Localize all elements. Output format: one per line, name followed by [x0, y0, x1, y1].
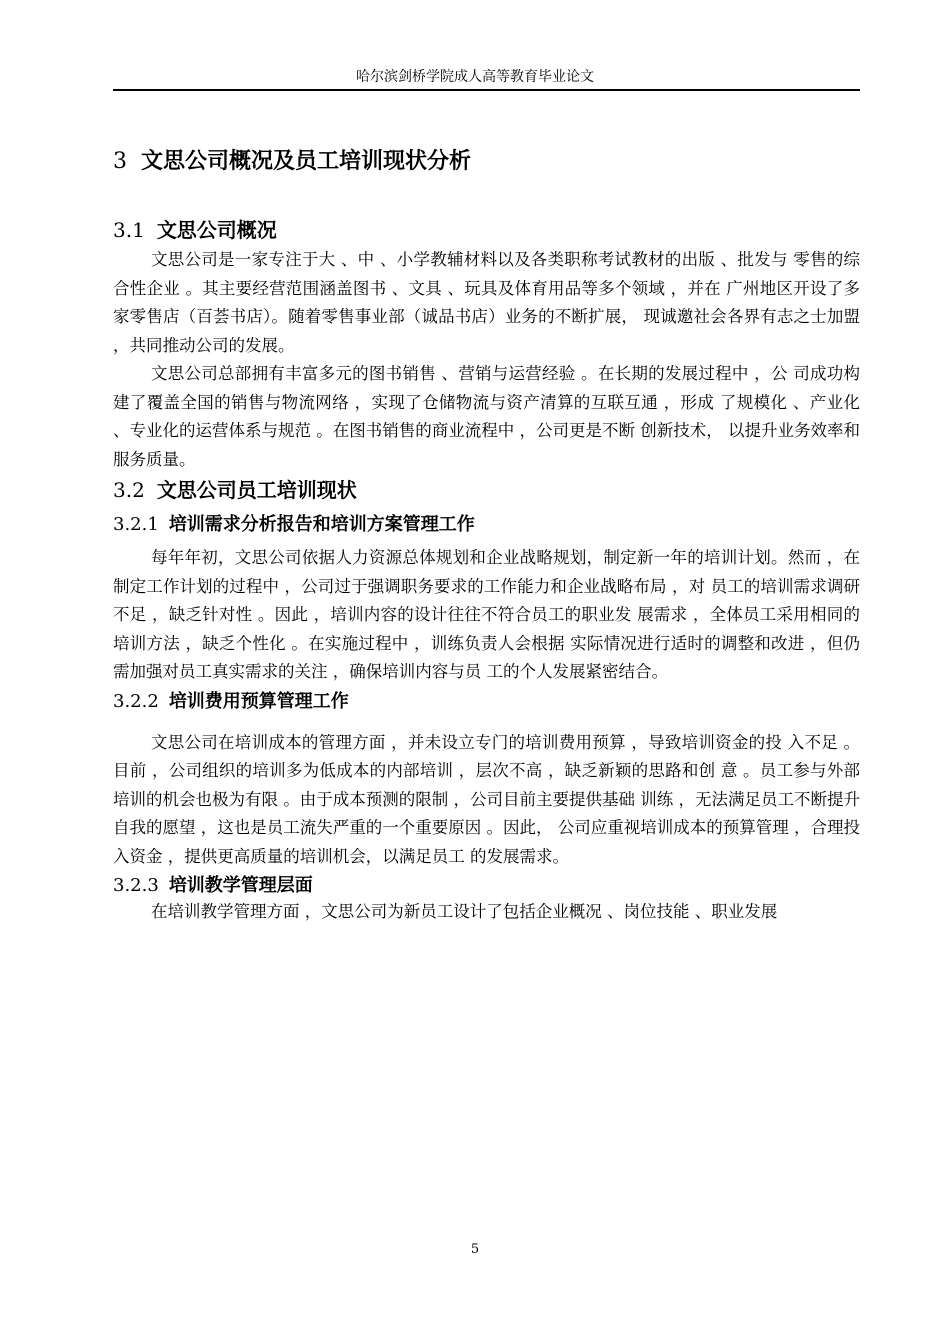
chapter-number: 3 — [113, 149, 127, 174]
paragraph-company-overview-2: 文思公司总部拥有丰富多元的图书销售 、营销与运营经验 。在长期的发展过程中 ，公 司成功构建了覆盖全国的销售与物流网络 ，实现了仓储物流与资产清算的互联互通 ，形成 了规模化 、产业化 、专业化的运营体系与规范 。在图书销售的商业流程中 ，公司更是不断 创新技术， 以提升业务效率和服务质量。 — [113, 364, 860, 469]
subsection-heading-3-2-3 — [113, 871, 860, 901]
section-number: 3.1 — [113, 218, 145, 242]
paragraph-training-needs: 每年年初，文思公司依据人力资源总体规划和企业战略规划，制定新一年的培训计划。然而 ，在制定工作计划的过程中 ，公司过于强调职务要求的工作能力和企业战略布局 ，对 员工的培训需求调研不足 ，缺乏针对性 。因此 ，培训内容的设计往往不符合员工的职业发 展需求 ，全体员工采用相同的培训方法 ，缺乏个性化 。在实施过程中 ，训练负责人会根据 实际情况进行适时的调整和改进 ，但仍需加强对员工真实需求的关注 ，确保培训内容与员 工的个人发展紧密结合。 — [113, 548, 860, 681]
header-divider — [113, 89, 860, 91]
section-number: 3.2 — [113, 478, 145, 502]
section-heading-3-2 — [113, 474, 860, 506]
chapter-heading — [113, 140, 860, 184]
subsection-title: 培训费用预算管理工作 — [168, 690, 349, 712]
paragraph-teaching-management: 在培训教学管理方面 ，文思公司为新员工设计了包括企业概况 、岗位技能 、职业发展 — [151, 902, 778, 921]
paragraph-training-budget: 文思公司在培训成本的管理方面 ，并未设立专门的培训费用预算 ，导致培训资金的投 入不足 。目前 ，公司组织的培训多为低成本的内部培训 ，层次不高 ，缺乏新颖的思路和创 意 。员工参与外部培训的机会也极为有限 。由于成本预测的限制 ，公司目前主要提供基础 训练 ，无法满足员工不断提升自我的愿望 ，这也是员工流失严重的一个重要原因 。因此， 公司应重视培训成本的预算管理 ，合理投入资金 ，提供更高质量的培训机会，以满足员工 的发展需求。 — [113, 732, 860, 866]
section-title: 文思公司概况 — [156, 218, 277, 242]
section-heading-3-1 — [113, 214, 860, 246]
running-header: 哈尔滨剑桥学院成人高等教育毕业论文 — [356, 69, 594, 85]
subsection-number: 3.2.3 — [113, 875, 159, 896]
subsection-number: 3.2.1 — [113, 514, 159, 535]
page-body — [113, 140, 860, 922]
subsection-title: 培训教学管理层面 — [168, 875, 313, 896]
subsection-title: 培训需求分析报告和培训方案管理工作 — [168, 514, 475, 535]
section-title: 文思公司员工培训现状 — [156, 478, 357, 502]
subsection-heading-3-2-1 — [113, 510, 860, 540]
subsection-heading-3-2-2 — [113, 687, 860, 717]
paragraph-company-overview-1: 文思公司是一家专注于大 、中 、小学教辅材料以及各类职称考试教材的出版 、批发与 零售的综合性企业 。其主要经营范围涵盖图书 、文具 、玩具及体育用品等多个领域 ，并在 广州地区开设了多家零售店（百荟书店）。随着零售事业部（诚品书店）业务的不断扩展， 现诚邀社会各界有志之士加盟 ，共同推动公司的发展。 — [113, 250, 860, 355]
page-number: 5 — [470, 1242, 480, 1257]
subsection-number: 3.2.2 — [113, 690, 159, 712]
chapter-title: 文思公司概况及员工培训现状分析 — [141, 149, 472, 174]
